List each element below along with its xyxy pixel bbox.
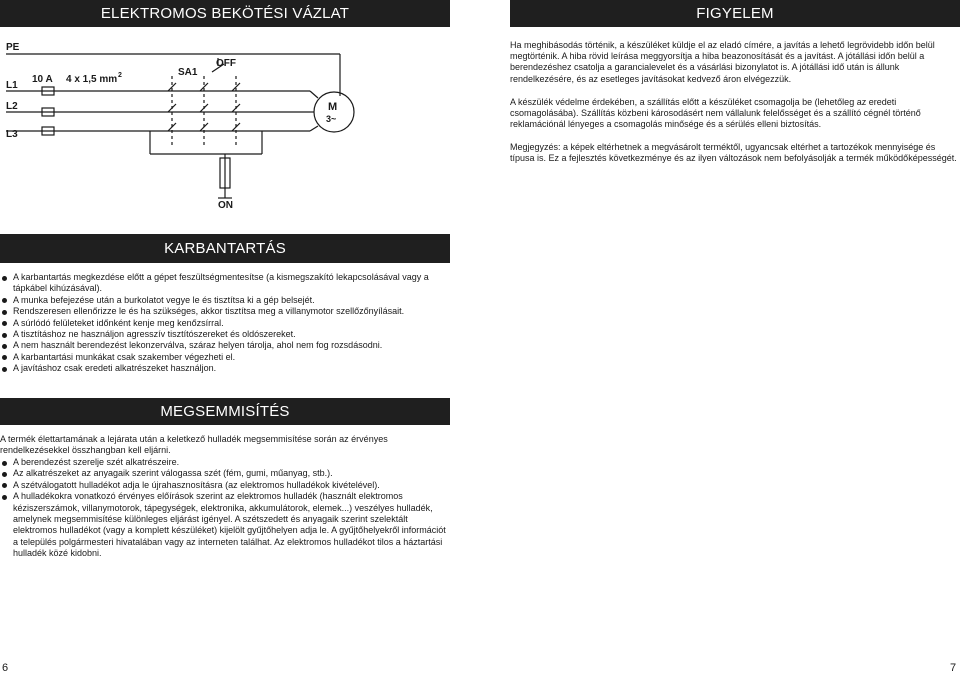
list-item: A karbantartás megkezdése előtt a gépet feszültségmentesítse (a kismegszakító lekapcsolásával vagy a tápkábel kihúzásával). — [0, 272, 452, 295]
list-item: A javításhoz csak eredeti alkatrészeket használjon. — [0, 363, 452, 374]
warning-header — [510, 0, 960, 27]
list-item: A berendezést szerelje szét alkatrészeire. — [0, 457, 452, 468]
list-item: A nem használt berendezést lekonzerválva, száraz helyen tárolja, ahol nem fog rozsdásodni. — [0, 340, 452, 351]
wiring-diagram — [0, 36, 460, 216]
fuse-label: 10 A — [32, 74, 53, 85]
warning-paragraph-packaging: A készülék védelme érdekében, a szállítás előtt a készüléket csomagolja be (lehetőleg az eredeti csomagolásába). Szállítás közbeni károsodásért nem vállalunk felelősséget és a szállító cégnél történő reklamációnál lényeges a csomagolás minősége és a sérülés elleni biztosítás. — [510, 97, 921, 130]
page-number-left: 6 — [2, 662, 9, 674]
disposal-header — [0, 398, 450, 425]
switch-label: SA1 — [178, 67, 198, 78]
pe-label: PE — [6, 42, 20, 53]
l1-label: L1 — [6, 80, 18, 91]
list-item: A hulladékokra vonatkozó érvényes előírások szerint az elektromos hulladék (használt elektromos kéziszerszámok, villanymotorok, tápegységek, elektronika, akkumulátorok, elemek...) veszélyes hulladék, amelynek megsemmisítése különleges eljárást igényel. A szétszedett és anyagaik szerint szelektált elektromos hulladékot (vagy a komplett készüléket) kijelölt gyűjtőhelyen adja le. A gyűjtőhelyekről információt a település polgármesteri hivatalában vagy az interneten találhat. Az elektromos hulladékot tilos a háztartási hulladék közé kidobni. — [0, 491, 452, 559]
maintenance-list — [0, 272, 452, 375]
motor-phase-label: 3~ — [326, 114, 337, 124]
l2-label: L2 — [6, 101, 18, 112]
list-item: Rendszeresen ellenőrizze le és ha szükséges, akkor tisztítsa meg a villanymotor szellőzőnyílásait. — [0, 306, 452, 317]
warning-title: FIGYELEM — [696, 5, 774, 22]
cable-label: 4 x 1,5 mm — [66, 74, 118, 85]
list-item: Az alkatrészeket az anyagaik szerint válogassa szét (fém, gumi, műanyag, stb.). — [0, 468, 452, 479]
l3-label: L3 — [6, 129, 18, 140]
disposal-list — [0, 457, 452, 560]
list-item: A súrlódó felületeket időnként kenje meg kenőzsírral. — [0, 318, 452, 329]
maintenance-header — [0, 234, 450, 263]
wiring-diagram-title: ELEKTROMOS BEKÖTÉSI VÁZLAT — [100, 5, 350, 22]
list-item: A karbantartási munkákat csak szakember végezheti el. — [0, 352, 452, 363]
cable-superscript: 2 — [118, 72, 122, 79]
wiring-diagram-header — [0, 0, 450, 27]
list-item: A munka befejezése után a burkolatot vegye le és tisztítsa ki a gép belsejét. — [0, 295, 452, 306]
list-item: A szétválogatott hulladékot adja le újrahasznosításra (az elektromos hulladékok kivételével). — [0, 480, 452, 491]
maintenance-title: KARBANTARTÁS — [164, 240, 286, 257]
page-number-right: 7 — [950, 662, 957, 674]
motor-m-label: M — [328, 101, 338, 113]
warning-paragraph-repair: Ha meghibásodás történik, a készüléket küldje el az eladó címére, a javítás a lehető legrövidebb időn belül megtörténik. A hiba rövid leírása meggyorsítja a hiba beazonosítását és a javítást. A jótállási időn belül a berendezéshez csatolja a garancialevelet és a vásárlási bizonylatot is. A jótállási idő után is állunk rendelkezésére, és az esetleges javításokat kedvező áron elvégezzük. — [510, 40, 935, 84]
disposal-title: MEGSEMMISÍTÉS — [160, 403, 290, 420]
on-label: ON — [218, 200, 233, 211]
off-label: OFF — [216, 58, 236, 69]
warning-paragraph-note: Megjegyzés: a képek eltérhetnek a megvásárolt terméktől, ugyancsak eltérhet a tartozékok mennyisége és típusa is. Ez a fejlesztés következménye és az ilyen változások nem befolyásolják a termék működőképességét. — [510, 142, 957, 164]
disposal-intro: A termék élettartamának a lejárata után a keletkező hulladék megsemmisítése során az érvényes rendelkezésekkel összhangban kell eljárni. — [0, 434, 388, 456]
list-item: A tisztításhoz ne használjon agresszív tisztítószereket és oldószereket. — [0, 329, 452, 340]
